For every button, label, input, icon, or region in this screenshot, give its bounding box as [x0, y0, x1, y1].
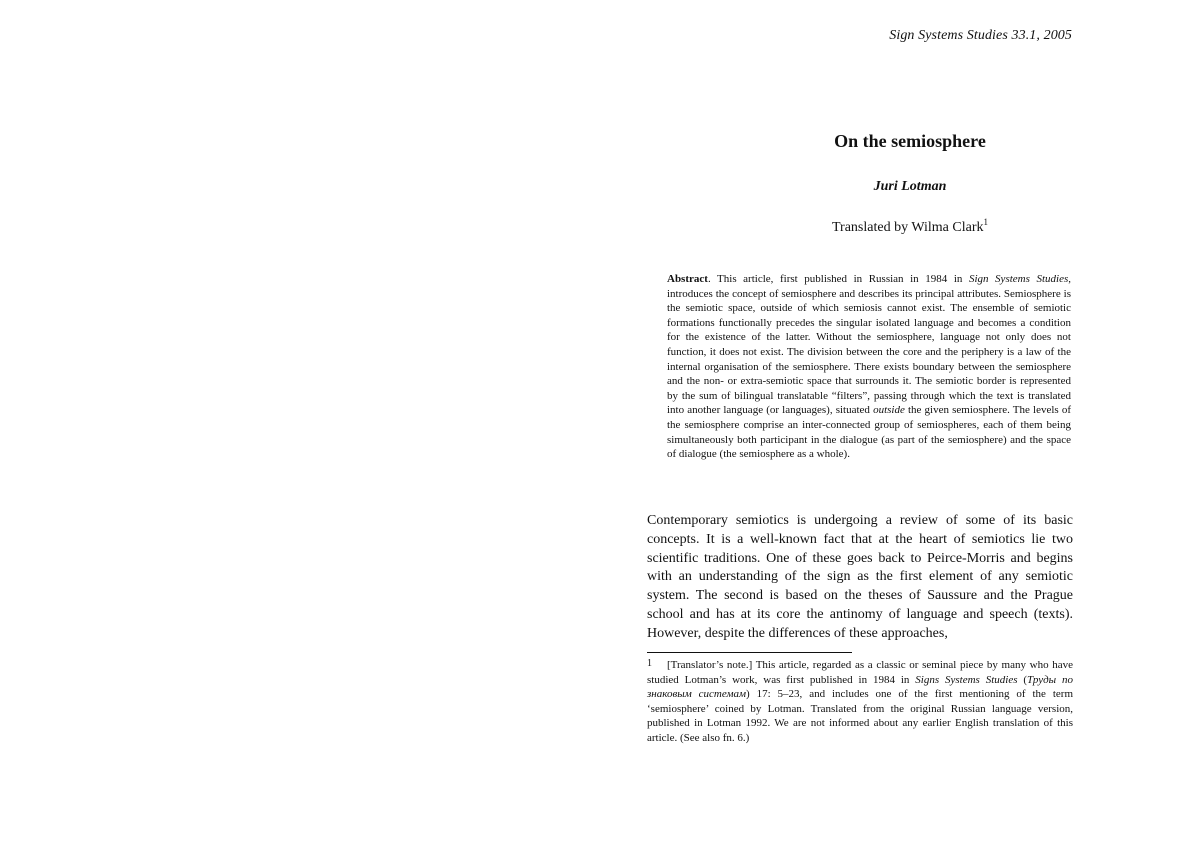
footnote	[647, 657, 1073, 746]
footnote-divider	[647, 652, 852, 653]
abstract	[667, 272, 1071, 462]
running-header: Sign Systems Studies 33.1, 2005	[889, 28, 1072, 43]
right-page	[600, 0, 1200, 848]
footnote-russian-title: Труды по знаковым системам	[647, 673, 1073, 701]
footnote-marker: 1	[647, 658, 652, 669]
abstract-text-1: . This article, first published in Russian in 1984 in	[707, 273, 969, 285]
body-paragraph: Contemporary semiotics is undergoing a review of some of its basic concepts. It is a well-known fact that at the heart of semiotics lie two scientific traditions. One of these goes back to Peirce-Morris and begins with an understanding of the sign as the first element of any semiotic system. The second is based on the theses of Saussure and the Prague school and has at its core the antinomy of language and speech (texts). However, despite the differences of these approaches,	[647, 513, 1073, 641]
footnote-text-1: [Translator’s note.] This article, regarded as a classic or seminal piece by many who have studied Lotman’s work, was first published in 1984 in	[647, 659, 1073, 686]
footnote-journal-title: Signs Systems Studies	[915, 673, 1018, 686]
translator-text: Translated by Wilma Clark	[832, 220, 984, 235]
abstract-emphasis: outside	[873, 404, 905, 417]
footnote-text-3: ) 17: 5–23, and includes one of the first mentioning of the term ‘semiosphere’ coined by Lotman. Translated from the original Russian language version, published in Lotman 1992. We are not informed about any earlier English translation of this article. (See also fn. 6.)	[647, 688, 1073, 744]
translator-credit	[720, 217, 1100, 236]
article-title: On the semiosphere	[834, 131, 986, 151]
abstract-journal-title: Sign Systems Studies	[968, 273, 1069, 285]
abstract-label: Abstract	[667, 273, 708, 285]
footnote-text-2: (	[1017, 673, 1028, 686]
abstract-text-3: the given semiosphere. The levels of the semiosphere comprise an inter-connected group of semiospheres, each of them being simultaneously both participant in the dialogue (as part of the semiosphere) and the space of dialogue (the semiosphere as a whole).	[667, 404, 1071, 461]
footnote-reference[interactable]: 1	[983, 217, 988, 227]
author-name: Juri Lotman	[873, 179, 947, 194]
abstract-text-2: , introduces the concept of semiosphere and describes its principal attributes. Semiosphere is the semiotic space, outside of which semiosis cannot exist. The ensemble of semiotic formations functionally precedes the singular isolated language and becomes a condition for the existence of the latter. Without the semiosphere, language not only does not function, it does not exist. The division between the core and the periphery is a law of the internal organisation of the semiosphere. There exists boundary between the semiosphere and the non- or extra-semiotic space that surrounds it. The semiotic border is represented by the sum of bilingual translatable “filters”, passing through which the text is translated into another language (or languages), situated	[667, 273, 1071, 417]
